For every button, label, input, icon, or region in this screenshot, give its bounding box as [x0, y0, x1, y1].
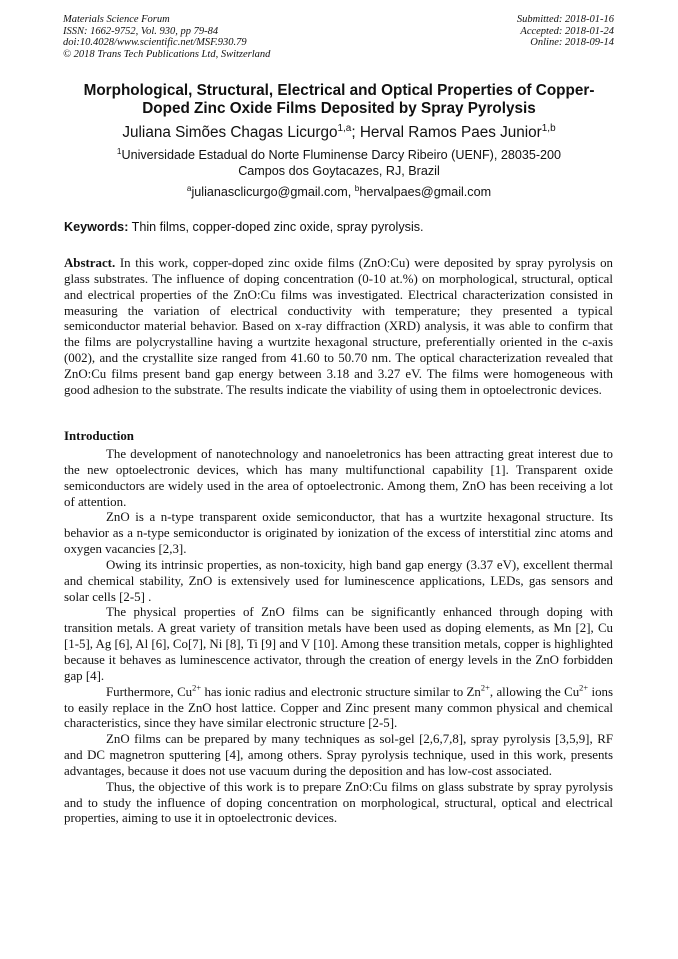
online-date: Online: 2018-09-14 — [530, 37, 614, 49]
superscript: 2+ — [579, 683, 589, 693]
keywords-text: Thin films, copper-doped zinc oxide, spray pyrolysis. — [128, 220, 424, 234]
issn: ISSN: 1662-9752, Vol. 930, pp 79-84 — [63, 25, 219, 37]
text: has ionic radius and electronic structure similar to Zn — [201, 684, 481, 699]
keywords — [64, 220, 424, 234]
paragraph: Owing its intrinsic properties, as non-toxicity, high band gap energy (3.37 eV), excellent thermal and chemical stability, ZnO is extensively used for luminescence applications, LEDs, gas sensors and solar cells [2-5] . — [64, 557, 613, 604]
text: Furthermore, Cu — [106, 684, 193, 699]
paragraph: ZnO is a n-type transparent oxide semiconductor, that has a wurtzite hexagonal structure. Its behavior as a n-type semiconductor is originated by ionization of the excess of interstitial zinc atoms and oxygen vacancies [2,3]. — [64, 510, 613, 557]
emails — [40, 185, 638, 199]
affil-number: 1 — [116, 146, 122, 156]
accepted-date: Accepted: 2018-01-24 — [520, 25, 614, 37]
abstract — [64, 256, 613, 399]
journal-info — [63, 14, 270, 60]
email-a[interactable]: julianasclicurgo@gmail.com, — [191, 185, 355, 199]
section-heading: Introduction — [64, 429, 134, 443]
author-1-affil: 1,a — [337, 122, 352, 134]
doi: doi:10.4028/www.scientific.net/MSF.930.79 — [63, 37, 247, 49]
introduction-body — [64, 447, 613, 827]
email-b[interactable]: hervalpaes@gmail.com — [359, 185, 492, 199]
paragraph: The physical properties of ZnO films can be significantly enhanced through doping with transition metals. A great variety of transition metals have been used as doping elements, as Mn [2], Cu [1-5], Ag [6], Al [6], Co[7], Ni [8], Ti [9] and V [10]. Among these transition metals, copper is highlighted because it behaves as luminescence activator, through the creation of energy levels in the ZnO forbidden gap [4]. — [64, 605, 613, 683]
paragraph — [64, 685, 613, 733]
affiliation — [40, 148, 638, 179]
abstract-label: Abstract. — [64, 256, 116, 270]
keywords-label: Keywords: — [64, 220, 129, 234]
paragraph: ZnO films can be prepared by many techniques as sol-gel [2,6,7,8], spray pyrolysis [3,5,9], RF and DC magnetron sputtering [4], among others. Spray pyrolysis technique, used in this work, presents advantages, because it does not use vacuum during the deposition and has low-cost associated. — [64, 732, 613, 778]
paragraph: Thus, the objective of this work is to prepare ZnO:Cu films on glass substrate by spray pyrolysis and to study the influence of doping concentration on morphological, structural, optical and electrical properties, aiming to use it in optoelectronic devices. — [64, 779, 613, 826]
copyright: © 2018 Trans Tech Publications Ltd, Switzerland — [63, 48, 271, 60]
superscript: 2+ — [480, 683, 490, 693]
abstract-text: In this work, copper-doped zinc oxide films (ZnO:Cu) were deposited by spray pyrolysis on glass substrates. The influence of doping concentration (0-10 at.%) on morphological, structural, optical and electrical properties of the ZnO:Cu films was investigated. Electrical characterization consisted in measuring the variation of electrical conductivity with temperature; they presented a typical semiconductor material behavior. Based on x-ray diffraction (XRD) analysis, it was able to confirm that the films are polycrystalline having a wurtzite hexagonal structure, preferentially oriented in the c-axis (002), and the crystallite size ranged from 41.60 to 50.70 nm. The optical characterization revealed that ZnO:Cu films present band gap energy between 3.18 and 3.27 eV. The films were homogeneous with good adhesion to the substrate. The results indicate the viability of using them in optoelectronic devices. — [64, 256, 613, 397]
paper-title: Morphological, Structural, Electrical and Optical Properties of Copper-Doped Zinc Oxide Films Deposited by Spray Pyrolysis — [83, 82, 595, 117]
text: ions to easily replace in the ZnO host lattice. Copper and Zinc present many common physical and chemical characteristics, since they have similar electronic structure [2-5]. — [64, 684, 613, 731]
submitted-date: Submitted: 2018-01-16 — [516, 14, 614, 25]
author-1: Juliana Simões Chagas Licurgo — [122, 124, 338, 141]
author-2: ; Herval Ramos Paes Junior — [351, 124, 542, 141]
dates — [517, 14, 614, 49]
affil-line-2: Campos dos Goytacazes, RJ, Brazil — [238, 163, 440, 178]
email-a-sup: a — [186, 183, 192, 193]
authors — [40, 124, 638, 142]
superscript: 2+ — [192, 683, 202, 693]
text: , allowing the Cu — [489, 684, 580, 699]
author-2-affil: 1,b — [541, 122, 556, 134]
email-b-sup: b — [354, 183, 360, 193]
affil-line-1: Universidade Estadual do Norte Fluminense Darcy Ribeiro (UENF), 28035-200 — [121, 148, 562, 162]
paragraph: The development of nanotechnology and nanoeletronics has been attracting great interest due to the new optoelectronic devices, which has many multifunctional capability [1]. Transparent oxide semiconductors are widely used in the area of optoelectronic. Among them, ZnO has been receiving a lot of attention. — [64, 447, 613, 509]
journal-name: Materials Science Forum — [63, 14, 170, 25]
